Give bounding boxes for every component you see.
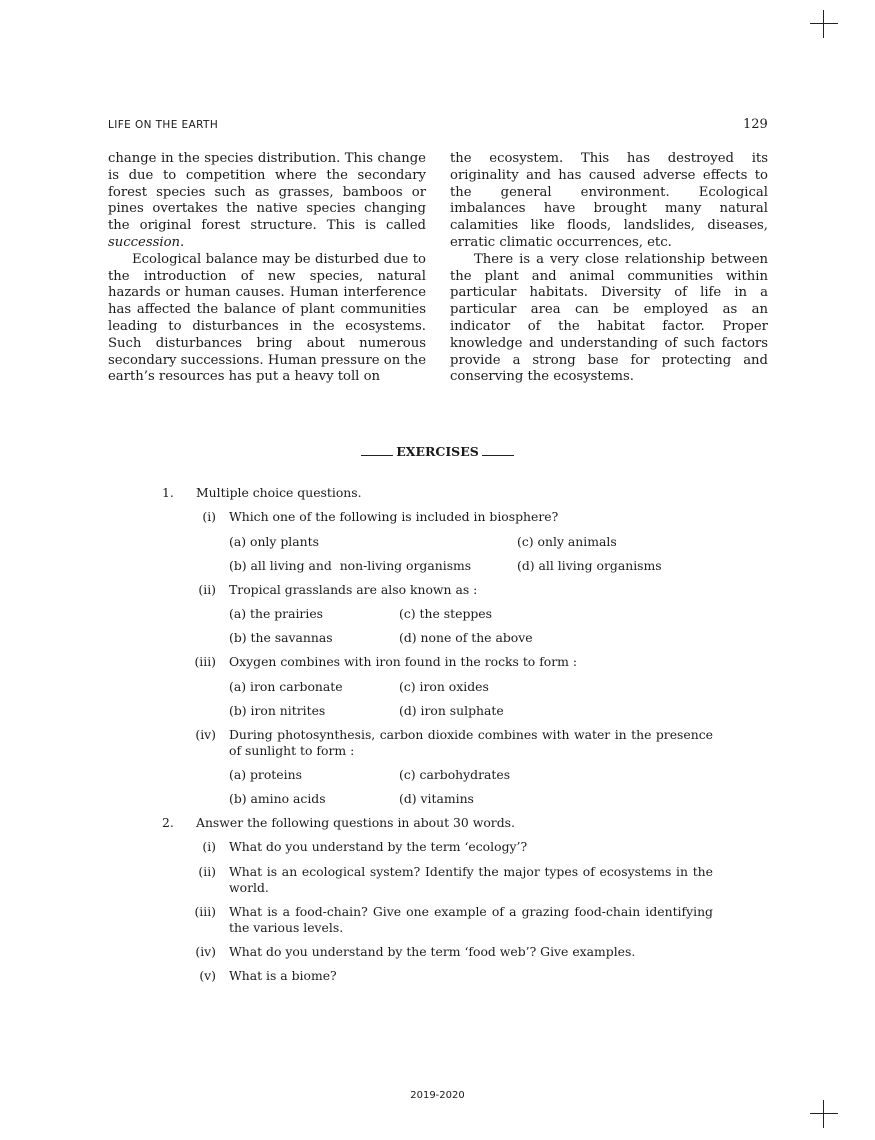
subquestion-number: (ii) xyxy=(198,582,216,597)
option-a: (a) only plants xyxy=(229,534,319,549)
question-number: 1. xyxy=(162,485,174,500)
subquestion-text: What is an ecological system? Identify the major types of ecosystems in the world. xyxy=(229,864,713,895)
question-text: Answer the following questions in about 30 words. xyxy=(196,815,515,830)
crop-mark-bottom-right xyxy=(810,1100,838,1128)
term-succession: succession xyxy=(108,234,181,250)
subquestion-text: What is a food-chain? Give one example of a grazing food-chain identifying the various levels. xyxy=(229,904,713,935)
subquestion-number: (ii) xyxy=(198,864,216,879)
option-b: (b) iron nitrites xyxy=(229,703,326,718)
paragraph: There is a very close relationship between the plant and animal communities within particular habitats. Diversity of life in a particular area can be employed as an indicator of the habitat factor. Proper knowledge and understanding of such factors provide a strong base for protecting and conserving the ecosystems. xyxy=(450,251,768,385)
subquestion-text: Oxygen combines with iron found in the rocks to form : xyxy=(229,654,578,669)
subquestion-number: (iv) xyxy=(195,944,216,959)
subquestion-number: (iii) xyxy=(194,904,216,919)
heading-rule xyxy=(361,455,393,456)
paragraph: the ecosystem. This has destroyed its originality and has caused adverse effects to the general environment. Ecological imbalances have brought many natural calamities like floods, landslides, diseases, erratic climatic occurrences, etc. xyxy=(450,151,768,250)
option-c: (c) only animals xyxy=(517,534,617,549)
exercises-heading: EXERCISES xyxy=(0,444,875,459)
page-number: 129 xyxy=(743,117,768,132)
running-title: LIFE ON THE EARTH xyxy=(108,119,219,131)
option-b: (b) all living and non-living organisms xyxy=(229,558,472,573)
option-a: (a) the prairies xyxy=(229,606,324,621)
option-d: (d) none of the above xyxy=(399,630,533,645)
subquestion-text: Tropical grasslands are also known as : xyxy=(229,582,478,597)
paragraph: Ecological balance may be disturbed due to the introduction of new species, natural hazards or human causes. Human interference has affected the balance of plant communities leading to disturbances in the ecosystems. Such disturbances bring about numerous secondary successions. Human pressure on the earth’s resources has put a heavy toll on xyxy=(108,251,426,385)
footer-year: 2019-2020 xyxy=(410,1090,465,1101)
option-a: (a) proteins xyxy=(229,767,302,782)
subquestion-text: What do you understand by the term ‘food web’? Give examples. xyxy=(229,944,636,959)
subquestion-text: What do you understand by the term ‘ecology’? xyxy=(229,839,528,854)
question-text: Multiple choice questions. xyxy=(196,485,362,500)
option-a: (a) iron carbonate xyxy=(229,679,343,694)
subquestion-text: What is a biome? xyxy=(229,968,337,983)
option-d: (d) all living organisms xyxy=(517,558,662,573)
subquestion-number: (i) xyxy=(202,509,216,524)
subquestion-number: (v) xyxy=(199,968,216,983)
subquestion-text: During photosynthesis, carbon dioxide combines with water in the presence of sunlight to form : xyxy=(229,727,713,758)
option-c: (c) carbohydrates xyxy=(399,767,511,782)
option-d: (d) iron sulphate xyxy=(399,703,504,718)
crop-mark-top-right xyxy=(810,10,838,38)
subquestion-number: (i) xyxy=(202,839,216,854)
body-column-right xyxy=(450,151,768,386)
subquestion-text: Which one of the following is included in biosphere? xyxy=(229,509,559,524)
option-c: (c) iron oxides xyxy=(399,679,489,694)
question-number: 2. xyxy=(162,815,174,830)
option-b: (b) amino acids xyxy=(229,791,326,806)
subquestion-number: (iv) xyxy=(195,727,216,742)
option-c: (c) the steppes xyxy=(399,606,493,621)
option-b: (b) the savannas xyxy=(229,630,333,645)
paragraph: change in the species distribution. This change is due to competition where the secondary forest species such as grasses, bamboos or pines overtakes the native species changing the original forest structure. This is called succession. xyxy=(108,151,426,250)
subquestion-number: (iii) xyxy=(194,654,216,669)
body-column-left xyxy=(108,151,426,386)
heading-rule xyxy=(482,455,514,456)
option-d: (d) vitamins xyxy=(399,791,474,806)
